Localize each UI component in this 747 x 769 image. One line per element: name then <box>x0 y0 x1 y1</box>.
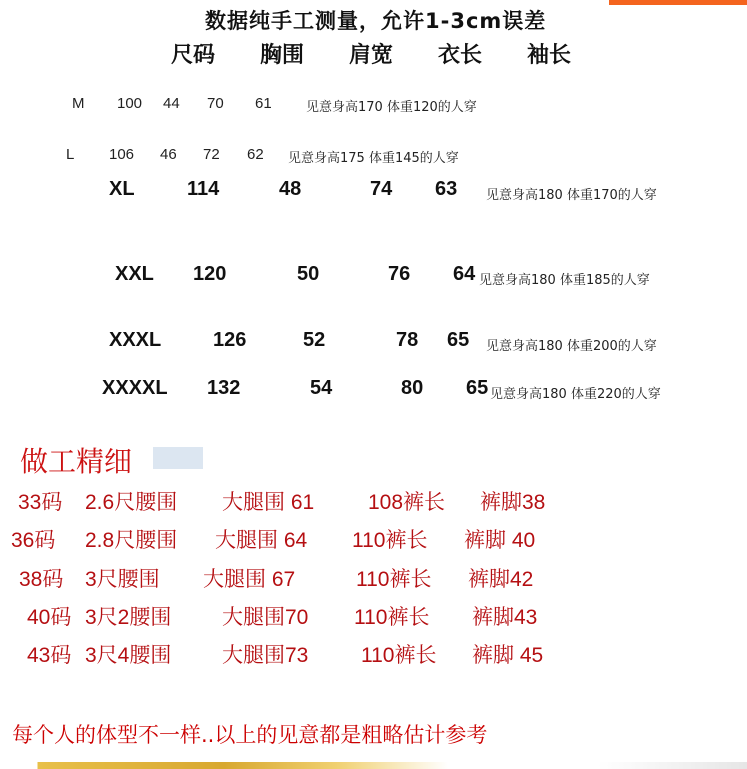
size-note: 见意身高180 体重170的人穿 <box>486 188 657 203</box>
pants-code: 36码 <box>11 529 56 552</box>
section-highlight <box>153 447 203 469</box>
size-chest: 114 <box>187 178 220 200</box>
size-sleeve: 61 <box>255 95 272 112</box>
size-length: 76 <box>388 263 411 285</box>
header-sleeve: 袖长 <box>527 43 572 68</box>
size-note: 见意身高180 体重220的人穿 <box>490 387 661 402</box>
pants-waist: 2.6尺腰围 <box>85 491 178 514</box>
pants-thigh: 大腿围70 <box>222 606 309 629</box>
size-shoulder: 44 <box>163 95 180 112</box>
pants-thigh: 大腿围 64 <box>215 529 308 552</box>
pants-length: 110裤长 <box>356 568 432 591</box>
pants-hem: 裤脚 45 <box>472 644 544 667</box>
pants-code: 38码 <box>19 568 64 591</box>
size-label: XXXXL <box>102 377 168 399</box>
size-label: XXL <box>115 263 154 285</box>
pants-length: 110裤长 <box>361 644 437 667</box>
footer-disclaimer: 每个人的体型不一样..以上的见意都是粗略估计参考 <box>12 723 488 747</box>
size-shoulder: 52 <box>303 329 326 351</box>
pants-hem: 裤脚42 <box>468 568 534 591</box>
size-label: XXXL <box>109 329 162 351</box>
header-shoulder: 肩宽 <box>349 43 394 68</box>
size-sleeve: 63 <box>435 178 458 200</box>
size-length: 72 <box>203 146 220 163</box>
size-sleeve: 62 <box>247 146 264 163</box>
size-length: 78 <box>396 329 419 351</box>
size-chest: 106 <box>109 146 135 163</box>
pants-code: 43码 <box>27 644 72 667</box>
size-chest: 100 <box>117 95 143 112</box>
size-note: 见意身高175 体重145的人穿 <box>288 151 459 166</box>
header-chest: 胸围 <box>260 43 305 68</box>
size-label: L <box>66 146 75 163</box>
pants-waist: 2.8尺腰围 <box>85 529 178 552</box>
size-chest: 120 <box>193 263 227 285</box>
pants-thigh: 大腿围 61 <box>222 491 315 514</box>
pants-waist: 3尺4腰围 <box>85 644 172 667</box>
page-title: 数据纯手工测量，允许1-3cm误差 <box>205 9 547 33</box>
size-shoulder: 54 <box>310 377 333 399</box>
pants-thigh: 大腿围 67 <box>203 568 296 591</box>
size-note: 见意身高180 体重200的人穿 <box>486 339 657 354</box>
size-note: 见意身高170 体重120的人穿 <box>306 100 477 115</box>
size-note: 见意身高180 体重185的人穿 <box>479 273 650 288</box>
size-sleeve: 64 <box>453 263 476 285</box>
size-chest: 126 <box>213 329 247 351</box>
pants-thigh: 大腿围73 <box>222 644 309 667</box>
size-sleeve: 65 <box>447 329 470 351</box>
size-length: 70 <box>207 95 224 112</box>
size-length: 74 <box>370 178 393 200</box>
pants-code: 40码 <box>27 606 72 629</box>
pants-hem: 裤脚38 <box>480 491 546 514</box>
size-shoulder: 46 <box>160 146 177 163</box>
size-shoulder: 48 <box>279 178 302 200</box>
header-size: 尺码 <box>171 43 216 68</box>
size-label: XL <box>109 178 135 200</box>
pants-length: 110裤长 <box>354 606 430 629</box>
size-label: M <box>72 95 85 112</box>
pants-hem: 裤脚43 <box>472 606 538 629</box>
header-length: 衣长 <box>438 43 483 68</box>
bottom-image-strip <box>0 762 747 769</box>
pants-waist: 3尺2腰围 <box>85 606 172 629</box>
pants-code: 33码 <box>18 491 63 514</box>
size-length: 80 <box>401 377 424 399</box>
size-chest: 132 <box>207 377 241 399</box>
pants-hem: 裤脚 40 <box>464 529 536 552</box>
section-title: 做工精细 <box>20 445 133 478</box>
pants-waist: 3尺腰围 <box>85 568 160 591</box>
top-orange-bar <box>609 0 747 5</box>
pants-length: 110裤长 <box>352 529 428 552</box>
size-sleeve: 65 <box>466 377 489 399</box>
size-shoulder: 50 <box>297 263 320 285</box>
pants-length: 108裤长 <box>368 491 446 514</box>
